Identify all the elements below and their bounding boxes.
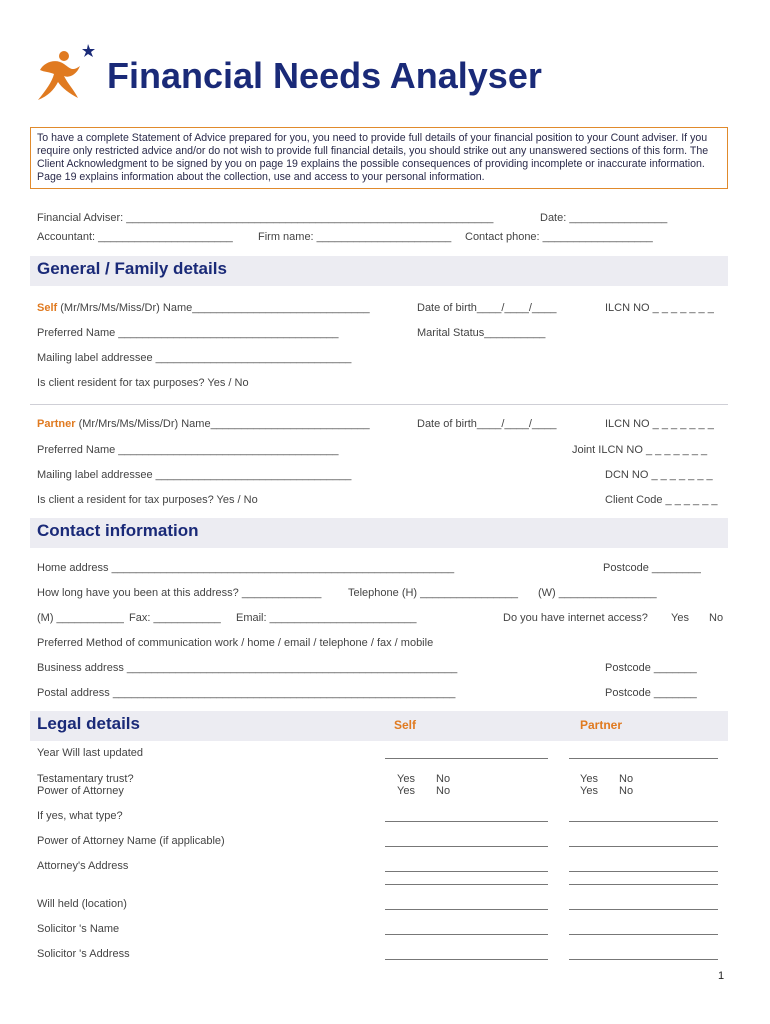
dcn-field[interactable]: DCN NO _ _ _ _ _ _ _	[605, 469, 713, 481]
general-heading: General / Family details	[37, 259, 227, 278]
email-field[interactable]: Email: ________________________	[236, 612, 417, 624]
will-held-label: Will held (location)	[37, 898, 127, 910]
legal-self-column: Self	[394, 718, 417, 732]
will-updated-partner-line[interactable]	[569, 758, 718, 759]
self-ilcn-field[interactable]: ILCN NO _ _ _ _ _ _ _	[605, 302, 714, 314]
page-title: Financial Needs Analyser	[107, 55, 542, 96]
power-attorney-label: Power of Attorney	[37, 785, 124, 797]
attorney-address-partner-line-1[interactable]	[569, 871, 718, 872]
poa-self-yes[interactable]: Yes	[397, 785, 415, 797]
page-number: 1	[718, 970, 725, 982]
partner-preferred-field[interactable]: Preferred Name ____________________________________	[37, 444, 339, 456]
testamentary-partner-no[interactable]: No	[619, 773, 634, 785]
partner-name-text: (Mr/Mrs/Ms/Miss/Dr) Name__________________________	[75, 418, 370, 430]
legal-heading: Legal details	[37, 714, 140, 733]
contact-section-header	[30, 518, 728, 548]
joint-ilcn-field[interactable]: Joint ILCN NO _ _ _ _ _ _ _	[572, 444, 708, 456]
poa-name-label: Power of Attorney Name (if applicable)	[37, 835, 225, 847]
solicitor-address-self-line[interactable]	[385, 959, 548, 960]
internet-yes-option[interactable]: Yes	[671, 612, 689, 624]
partner-name-field[interactable]	[37, 418, 370, 430]
testamentary-label: Testamentary trust?	[37, 773, 134, 785]
self-label: Self	[37, 302, 58, 314]
poa-partner-no[interactable]: No	[619, 785, 634, 797]
contact-heading: Contact information	[37, 521, 199, 540]
will-updated-label: Year Will last updated	[37, 747, 143, 759]
testamentary-partner-yes[interactable]: Yes	[580, 773, 598, 785]
partner-mailing-field[interactable]: Mailing label addressee ________________________________	[37, 469, 352, 481]
self-mailing-field[interactable]: Mailing label addressee ________________________________	[37, 352, 352, 364]
preferred-method-field[interactable]: Preferred Method of communication work / home / email / telephone / fax / mobile	[37, 637, 434, 649]
attorney-address-self-line-2[interactable]	[385, 884, 548, 885]
attorney-address-partner-line-2[interactable]	[569, 884, 718, 885]
divider	[30, 404, 728, 405]
partner-resident-field[interactable]: Is client a resident for tax purposes? Yes / No	[37, 494, 258, 506]
accountant-field[interactable]: Accountant: ______________________	[37, 231, 233, 243]
business-postcode-field[interactable]: Postcode _______	[605, 662, 697, 674]
legal-section-header	[30, 711, 728, 741]
firm-name-field[interactable]: Firm name: ______________________	[258, 231, 452, 243]
fax-field[interactable]: Fax: ___________	[129, 612, 221, 624]
mobile-field[interactable]: (M) ___________	[37, 612, 124, 624]
date-field[interactable]: Date: ________________	[540, 212, 668, 224]
telephone-work-field[interactable]: (W) ________________	[538, 587, 657, 599]
if-yes-label: If yes, what type?	[37, 810, 123, 822]
partner-ilcn-field[interactable]: ILCN NO _ _ _ _ _ _ _	[605, 418, 714, 430]
self-preferred-field[interactable]: Preferred Name ____________________________________	[37, 327, 339, 339]
home-address-field[interactable]: Home address ________________________________________________________	[37, 562, 455, 574]
self-marital-field[interactable]: Marital Status__________	[417, 327, 546, 339]
business-address-field[interactable]: Business address ______________________________________________________	[37, 662, 458, 674]
poa-partner-yes[interactable]: Yes	[580, 785, 598, 797]
postal-address-field[interactable]: Postal address ________________________________________________________	[37, 687, 456, 699]
solicitor-name-partner-line[interactable]	[569, 934, 718, 935]
if-yes-partner-line[interactable]	[569, 821, 718, 822]
contact-phone-field[interactable]: Contact phone: __________________	[465, 231, 653, 243]
testamentary-self-no[interactable]: No	[436, 773, 451, 785]
if-yes-self-line[interactable]	[385, 821, 548, 822]
will-updated-self-line[interactable]	[385, 758, 548, 759]
legal-partner-column: Partner	[580, 718, 623, 732]
general-section-header	[30, 256, 728, 286]
solicitor-address-partner-line[interactable]	[569, 959, 718, 960]
client-code-field[interactable]: Client Code _ _ _ _ _ _	[605, 494, 718, 506]
postal-postcode-field[interactable]: Postcode _______	[605, 687, 697, 699]
solicitor-name-label: Solicitor 's Name	[37, 923, 120, 935]
poa-name-partner-line[interactable]	[569, 846, 718, 847]
testamentary-self-yes[interactable]: Yes	[397, 773, 415, 785]
partner-label: Partner	[37, 418, 76, 430]
self-name-text: (Mr/Mrs/Ms/Miss/Dr) Name_____________________________	[57, 302, 370, 314]
attorney-address-self-line-1[interactable]	[385, 871, 548, 872]
attorney-address-label: Attorney's Address	[37, 860, 129, 872]
partner-dob-field[interactable]: Date of birth____/____/____	[417, 418, 557, 430]
postcode-field[interactable]: Postcode ________	[603, 562, 701, 574]
self-dob-field[interactable]: Date of birth____/____/____	[417, 302, 557, 314]
self-name-field[interactable]	[37, 302, 370, 314]
internet-no-option[interactable]: No	[709, 612, 724, 624]
solicitor-address-label: Solicitor 's Address	[37, 948, 130, 960]
self-resident-field[interactable]: Is client resident for tax purposes? Yes / No	[37, 377, 249, 389]
how-long-field[interactable]: How long have you been at this address? _____________	[37, 587, 322, 599]
count-logo	[34, 42, 102, 104]
solicitor-name-self-line[interactable]	[385, 934, 548, 935]
will-held-self-line[interactable]	[385, 909, 548, 910]
financial-adviser-field[interactable]: Financial Adviser: ____________________________________________________________	[37, 212, 494, 224]
internet-access-label: Do you have internet access?	[503, 612, 648, 624]
poa-self-no[interactable]: No	[436, 785, 451, 797]
intro-text: To have a complete Statement of Advice prepared for you, you need to provide full details of your financial position to your Count adviser. If you require only restricted advice and/or do not wish to provide full financial details, you should strike out any unanswered sections of this form. The Client Acknowledgment to be signed by you on page 19 explains the possible consequences of providing incomplete or inaccurate information. Page 19 explains information about the collection, use and access to your personal information.	[30, 127, 728, 189]
will-held-partner-line[interactable]	[569, 909, 718, 910]
poa-name-self-line[interactable]	[385, 846, 548, 847]
telephone-home-field[interactable]: Telephone (H) ________________	[348, 587, 519, 599]
